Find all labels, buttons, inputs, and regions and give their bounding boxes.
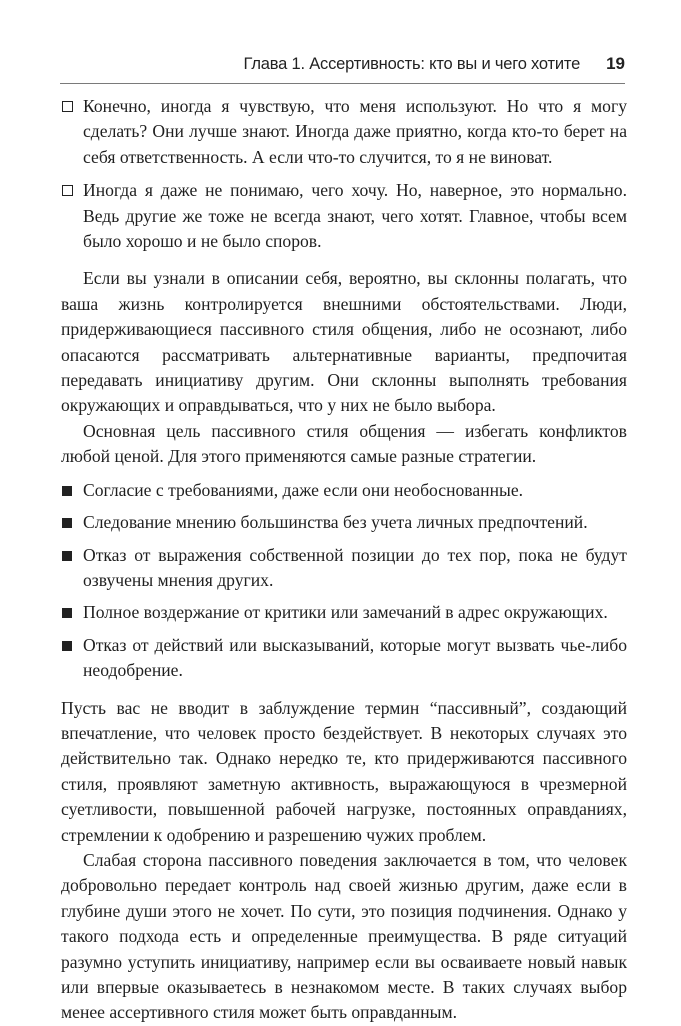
body-paragraph: Если вы узнали в описании себя, вероятно, вы склонны полагать, что ваша жизнь контролируется внешними обстоятельствами. Люди, придерживающиеся пассивного стиля общения, либо не осознают, либо опасаются рассматривать альтернативные варианты, предпочитая передавать инициативу другим. Они склонны выполнять требования окружающих и оправдываться, что у них не было выбора.: [61, 268, 627, 416]
bullet-item-text: Полное воздержание от критики или замечаний в адрес окружающих.: [83, 602, 608, 623]
bullet-item-text: Согласие с требованиями, даже если они необоснованные.: [83, 479, 524, 500]
chapter-title: Глава 1. Ассертивность: кто вы и чего хотите: [243, 55, 581, 73]
checkbox-item-text: Конечно, иногда я чувствую, что меня используют. Но что я могу сделать? Они лучше знают. Иногда даже приятно, когда кто-то берет на себя ответственность. А если что-то случится, то я не виноват.: [83, 96, 627, 167]
body-paragraph: Слабая сторона пассивного поведения заключается в том, что человек добровольно передает контроль над своей жизнью другим, даже если в глубине души этого не хочет. По сути, это позиция подчинения. Однако у такого подхода есть и определенные преимущества. В ряде ситуаций разумно уступить инициативу, например если вы осваиваете новый навык или впервые оказываетесь в незнакомом месте. В таких случаях выбор менее ассертивного стиля может быть оправданным.: [61, 849, 627, 1023]
square-bullet-icon: [62, 518, 72, 528]
page-body: [61, 94, 627, 1026]
bullet-list-item: [61, 600, 627, 625]
body-paragraph: Основная цель пассивного стиля общения — избегать конфликтов любой ценой. Для этого применяются самые разные стратегии.: [61, 420, 627, 467]
bullet-list-item: [61, 478, 627, 503]
checkbox-icon: [62, 185, 73, 196]
bullet-item-text: Отказ от действий или высказываний, которые могут вызвать чье-либо неодобрение.: [83, 634, 627, 681]
checkbox-icon: [62, 101, 73, 112]
square-bullet-icon: [62, 641, 72, 651]
bullet-item-text: Отказ от выражения собственной позиции до тех пор, пока не будут озвучены мнения других.: [83, 544, 627, 590]
bullet-list-item: [61, 543, 627, 594]
bullet-list: [61, 478, 627, 684]
square-bullet-icon: [62, 608, 72, 618]
bullet-list-item: [61, 510, 627, 535]
header-divider: [60, 83, 625, 84]
page-number: 19: [606, 54, 625, 73]
checkbox-list-item: [61, 94, 627, 170]
running-header: [60, 54, 625, 80]
bullet-list-item: [61, 633, 627, 684]
checkbox-item-text: Иногда я даже не понимаю, чего хочу. Но, наверное, это нормально. Ведь другие же тоже не всегда знают, чего хотят. Главное, чтобы всем было хорошо и не было споров.: [83, 180, 627, 252]
square-bullet-icon: [62, 486, 72, 496]
checkbox-list-item: [61, 178, 627, 254]
bullet-item-text: Следование мнению большинства без учета личных предпочтений.: [83, 512, 588, 533]
square-bullet-icon: [62, 551, 72, 561]
body-paragraph: Пусть вас не вводит в заблуждение термин “пассивный”, создающий впечатление, что человек просто бездействует. В некоторых случаях это действительно так. Однако нередко те, кто придерживаются пассивного стиля, проявляют заметную активность, выражающуюся в чрезмерной суетливости, повышенной рабочей нагрузке, постоянных оправданиях, стремлении к одобрению и разрешению чужих проблем.: [61, 697, 627, 845]
